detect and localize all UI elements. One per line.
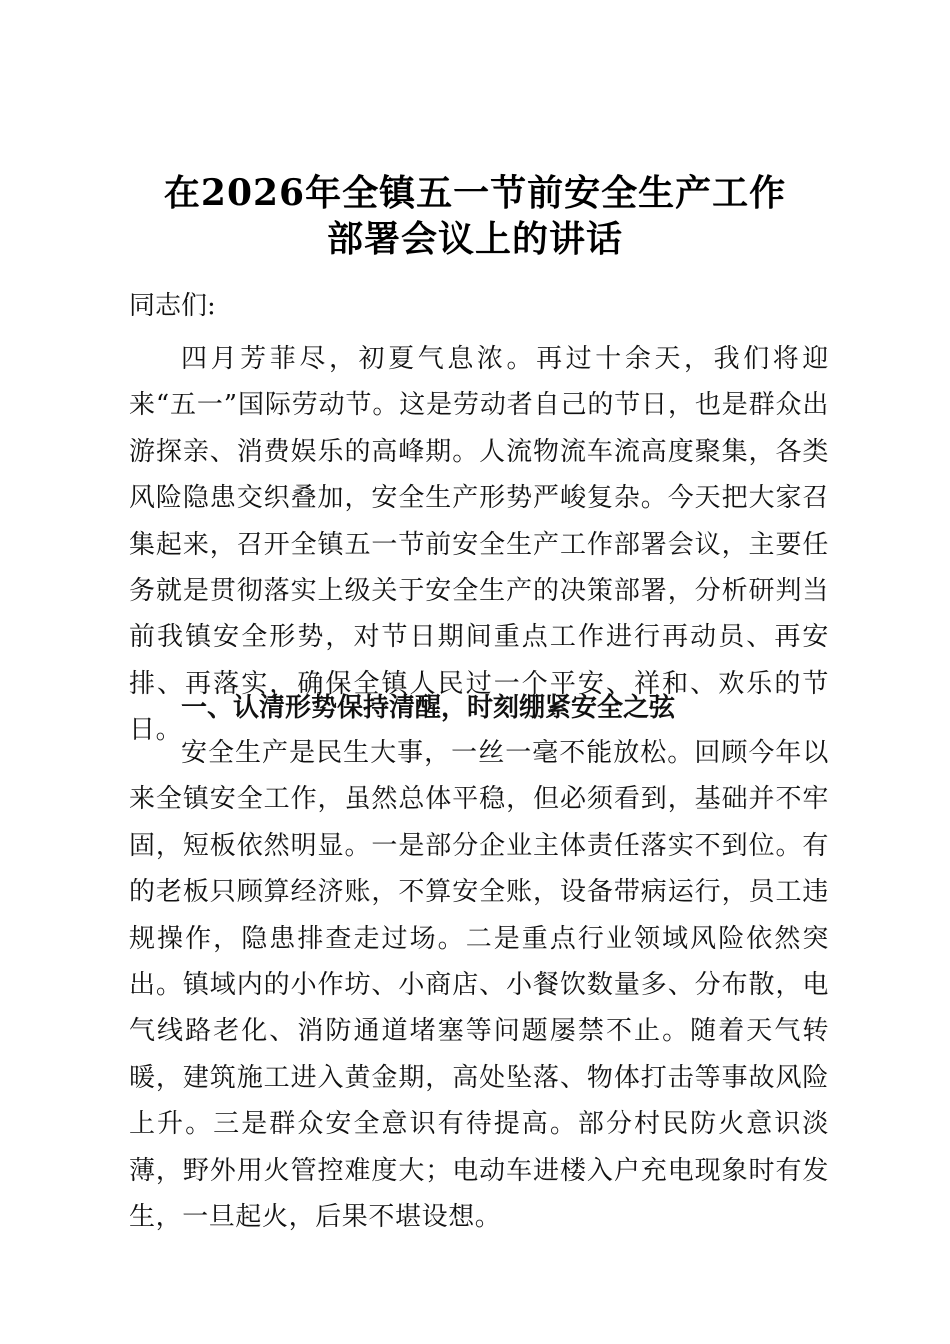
paragraph-section-1: 安全生产是民生大事，一丝一毫不能放松。回顾今年以来全镇安全工作，虽然总体平稳，但必须看到，基础并不牢固，短板依然明显。一是部分企业主体责任落实不到位。有的老板只顾算经济账，不算安全账，设备带病运行，员工违规操作，隐患排查走过场。二是重点行业领域风险依然突出。镇域内的小作坊、小商店、小餐饮数量多、分布散，电气线路老化、消防通道堵塞等问题屡禁不止。随着天气转暖，建筑施工进入黄金期，高处坠落、物体打击等事故风险上升。三是群众安全意识有待提高。部分村民防火意识淡薄，野外用火管控难度大；电动车进楼入户充电现象时有发生，一旦起火，后果不堪设想。 [129, 738, 829, 1233]
document-title-line-2: 部署会议上的讲话 [326, 218, 623, 260]
document-title-line-1: 在2026年全镇五一节前安全生产工作 [163, 172, 787, 214]
paragraph-intro: 四月芳菲尽，初夏气息浓。再过十余天，我们将迎来“五一”国际劳动节。这是劳动者自己的节日，也是群众出游探亲、消费娱乐的高峰期。人流物流车流高度聚集，各类风险隐患交织叠加，安全生产形势严峻复杂。今天把大家召集起来，召开全镇五一节前安全生产工作部署会议，主要任务就是贯彻落实上级关于安全生产的决策部署，分析研判当前我镇安全形势，对节日期间重点工作进行再动员、再安排、再落实，确保全镇人民过一个平安、祥和、欢乐的节日。 [129, 344, 829, 746]
salutation: 同志们: [129, 291, 216, 321]
section-heading-1: 一、认清形势保持清醒，时刻绷紧安全之弦 [181, 693, 676, 723]
